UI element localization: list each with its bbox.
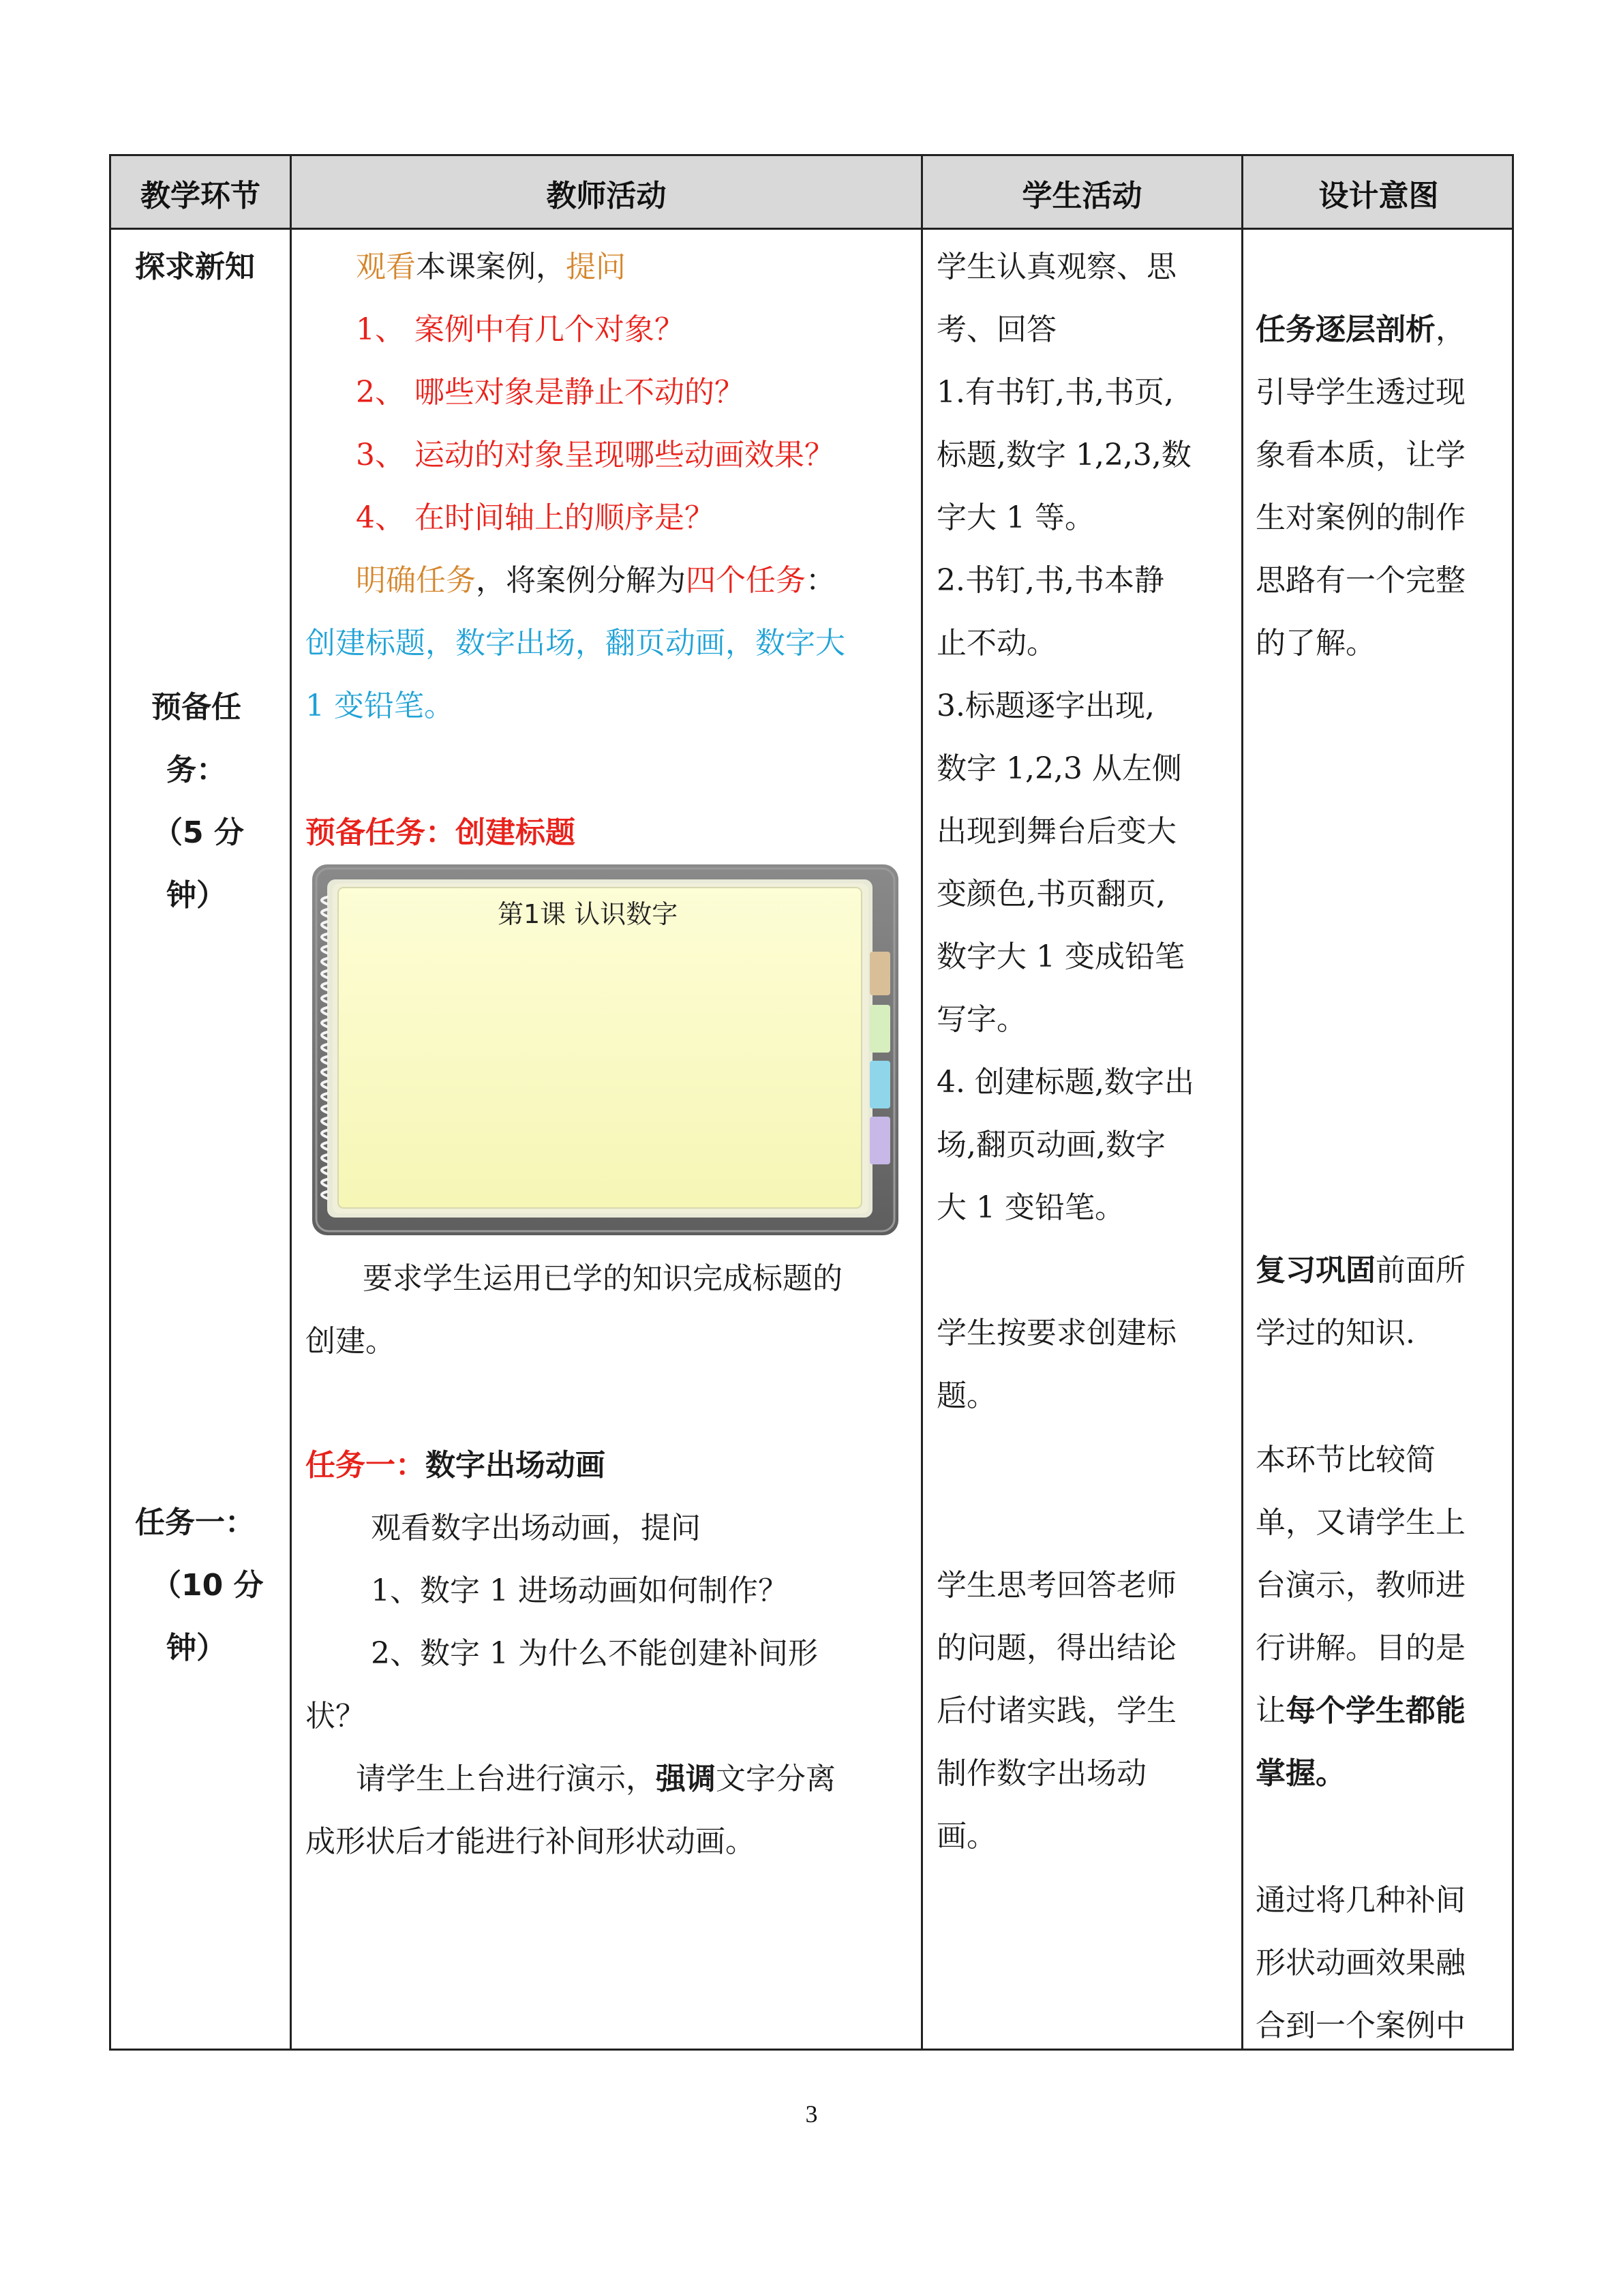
student-line-14: 4. 创建标题,数字出	[937, 1065, 1194, 1100]
student-line-16: 大 1 变铅笔。	[937, 1190, 1125, 1225]
student-line-13: 写字。	[937, 1002, 1027, 1037]
emphasize-text: 强调	[656, 1762, 716, 1796]
stage-prep-3: （5 分	[153, 815, 244, 850]
header-stage: 教学环节	[140, 179, 260, 213]
student-line-9: 数字 1,2,3 从左侧	[937, 751, 1182, 786]
intent-line-4: 生对案例的制作	[1256, 500, 1466, 535]
student-line-1: 学生认真观察、思	[937, 250, 1177, 284]
student-line-3: 1.有书钉,书,书页,	[937, 375, 1174, 410]
task1-name: 数字出场动画	[425, 1448, 605, 1483]
intent-line-6: 的了解。	[1256, 626, 1376, 661]
clear-task-text: 明确任务	[356, 563, 476, 598]
student-line-6: 2.书钉,书,书本静	[937, 563, 1164, 598]
intent-line-5: 思路有一个完整	[1256, 563, 1466, 598]
let-text: 让	[1256, 1693, 1286, 1728]
demo-line-1	[356, 1748, 836, 1811]
easy-line-3: 台演示，教师进	[1256, 1568, 1466, 1603]
question-4: 4、 在时间轴上的顺序是？	[356, 500, 714, 535]
easy-line-6: 掌握。	[1256, 1756, 1346, 1791]
student-line-12: 数字大 1 变成铅笔	[937, 939, 1185, 974]
fusion-line-2: 形状动画效果融	[1256, 1946, 1466, 1980]
task-list-line-1: 创建标题，数字出场，翻页动画，数字大	[305, 626, 845, 661]
question-3: 3、 运动的对象呈现哪些动画效果？	[356, 438, 834, 472]
comma-text: ，	[1436, 312, 1466, 347]
question-2: 2、 哪些对象是静止不动的？	[356, 375, 744, 410]
watch-line: 观看数字出场动画，提问	[371, 1511, 701, 1545]
intent-line-2: 引导学生透过现	[1256, 375, 1466, 410]
demo-line-2: 成形状后才能进行补间形状动画。	[305, 1824, 755, 1859]
demo-text: 请学生上台进行演示，	[356, 1762, 656, 1796]
watch-text: 观看	[356, 250, 416, 284]
student-think-1: 学生思考回答老师	[937, 1568, 1177, 1603]
student-line-10: 出现到舞台后变大	[937, 814, 1177, 849]
stage-task1-1: 任务一：	[135, 1505, 255, 1540]
header-student: 学生活动	[1022, 179, 1142, 213]
tab-purple	[870, 1117, 890, 1164]
student-think-2: 的问题，得出结论	[937, 1631, 1177, 1665]
header-intent: 设计意图	[1318, 179, 1439, 213]
tab-blue	[870, 1061, 890, 1108]
student-line-11: 变颜色,书页翻页,	[937, 877, 1166, 911]
stage-prep-4: 钟）	[166, 878, 226, 913]
prep-task-title: 预备任务：创建标题	[305, 815, 575, 850]
stage-explore: 探求新知	[135, 250, 255, 284]
task1-title	[305, 1434, 605, 1497]
ask-text: 提问	[566, 250, 626, 284]
student-think-3: 后付诸实践，学生	[937, 1693, 1177, 1728]
student-create-1: 学生按要求创建标	[937, 1316, 1177, 1350]
notebook-title: 第1课 认识数字	[498, 899, 678, 929]
easy-line-2: 单，又请学生上	[1256, 1505, 1466, 1540]
student-line-15: 场,翻页动画,数字	[937, 1128, 1166, 1162]
student-think-5: 画。	[937, 1819, 997, 1854]
task-list-line-2: 1 变铅笔。	[305, 689, 454, 723]
task1-question-2: 2、数字 1 为什么不能创建补间形	[371, 1636, 818, 1671]
page-number: 3	[805, 2100, 818, 2128]
stage-prep-2: 务：	[166, 753, 226, 787]
intent-line-1	[1256, 299, 1466, 361]
easy-line-4: 行讲解。目的是	[1256, 1631, 1466, 1665]
tab-tan	[870, 952, 890, 995]
teacher-intro-line	[356, 236, 626, 299]
task-definition-line	[356, 549, 836, 612]
question-1: 1、 案例中有几个对象？	[356, 312, 684, 347]
review-line-1	[1256, 1239, 1466, 1302]
student-line-4: 标题,数字 1,2,3,数	[937, 438, 1192, 472]
every-student-text: 每个学生都能	[1286, 1693, 1466, 1728]
decompose-text: ，将案例分解为	[476, 563, 686, 598]
column-divider-3	[1241, 156, 1243, 2049]
colon-text: ：	[806, 563, 836, 598]
review-line-2: 学过的知识.	[1256, 1316, 1415, 1350]
separate-text: 文字分离	[716, 1762, 836, 1796]
stage-task1-2: （10 分	[151, 1568, 264, 1603]
review-text: 复习巩固	[1256, 1253, 1376, 1288]
notebook-illustration	[312, 864, 898, 1235]
case-text: 本课案例，	[416, 250, 566, 284]
stage-task1-3: 钟）	[166, 1631, 226, 1665]
fusion-line-1: 通过将几种补间	[1256, 1883, 1466, 1918]
fusion-line-3: 合到一个案例中	[1256, 2008, 1466, 2043]
task1-label: 任务一：	[305, 1448, 425, 1483]
tab-green	[870, 1005, 890, 1053]
task1-question-2-cont: 状？	[305, 1699, 365, 1734]
easy-line-1: 本环节比较简	[1256, 1442, 1436, 1477]
student-line-5: 字大 1 等。	[937, 500, 1095, 535]
require-line-1: 要求学生运用已学的知识完成标题的	[363, 1261, 843, 1296]
four-tasks-text: 四个任务	[686, 563, 806, 598]
student-line-2: 考、回答	[937, 312, 1057, 347]
column-divider-2	[921, 156, 923, 2049]
intent-line-3: 象看本质，让学	[1256, 438, 1466, 472]
student-line-7: 止不动。	[937, 626, 1057, 661]
student-line-8: 3.标题逐字出现,	[937, 689, 1155, 723]
easy-line-5	[1256, 1680, 1466, 1742]
layer-analysis-text: 任务逐层剖析	[1256, 312, 1436, 347]
require-line-2: 创建。	[305, 1324, 395, 1359]
student-think-4: 制作数字出场动	[937, 1756, 1147, 1791]
header-teacher: 教师活动	[546, 179, 667, 213]
before-text: 前面所	[1376, 1253, 1466, 1288]
student-create-2: 题。	[937, 1378, 997, 1413]
task1-question-1: 1、数字 1 进场动画如何制作？	[371, 1573, 788, 1608]
column-divider-1	[290, 156, 292, 2049]
stage-prep-1: 预备任	[151, 690, 241, 725]
